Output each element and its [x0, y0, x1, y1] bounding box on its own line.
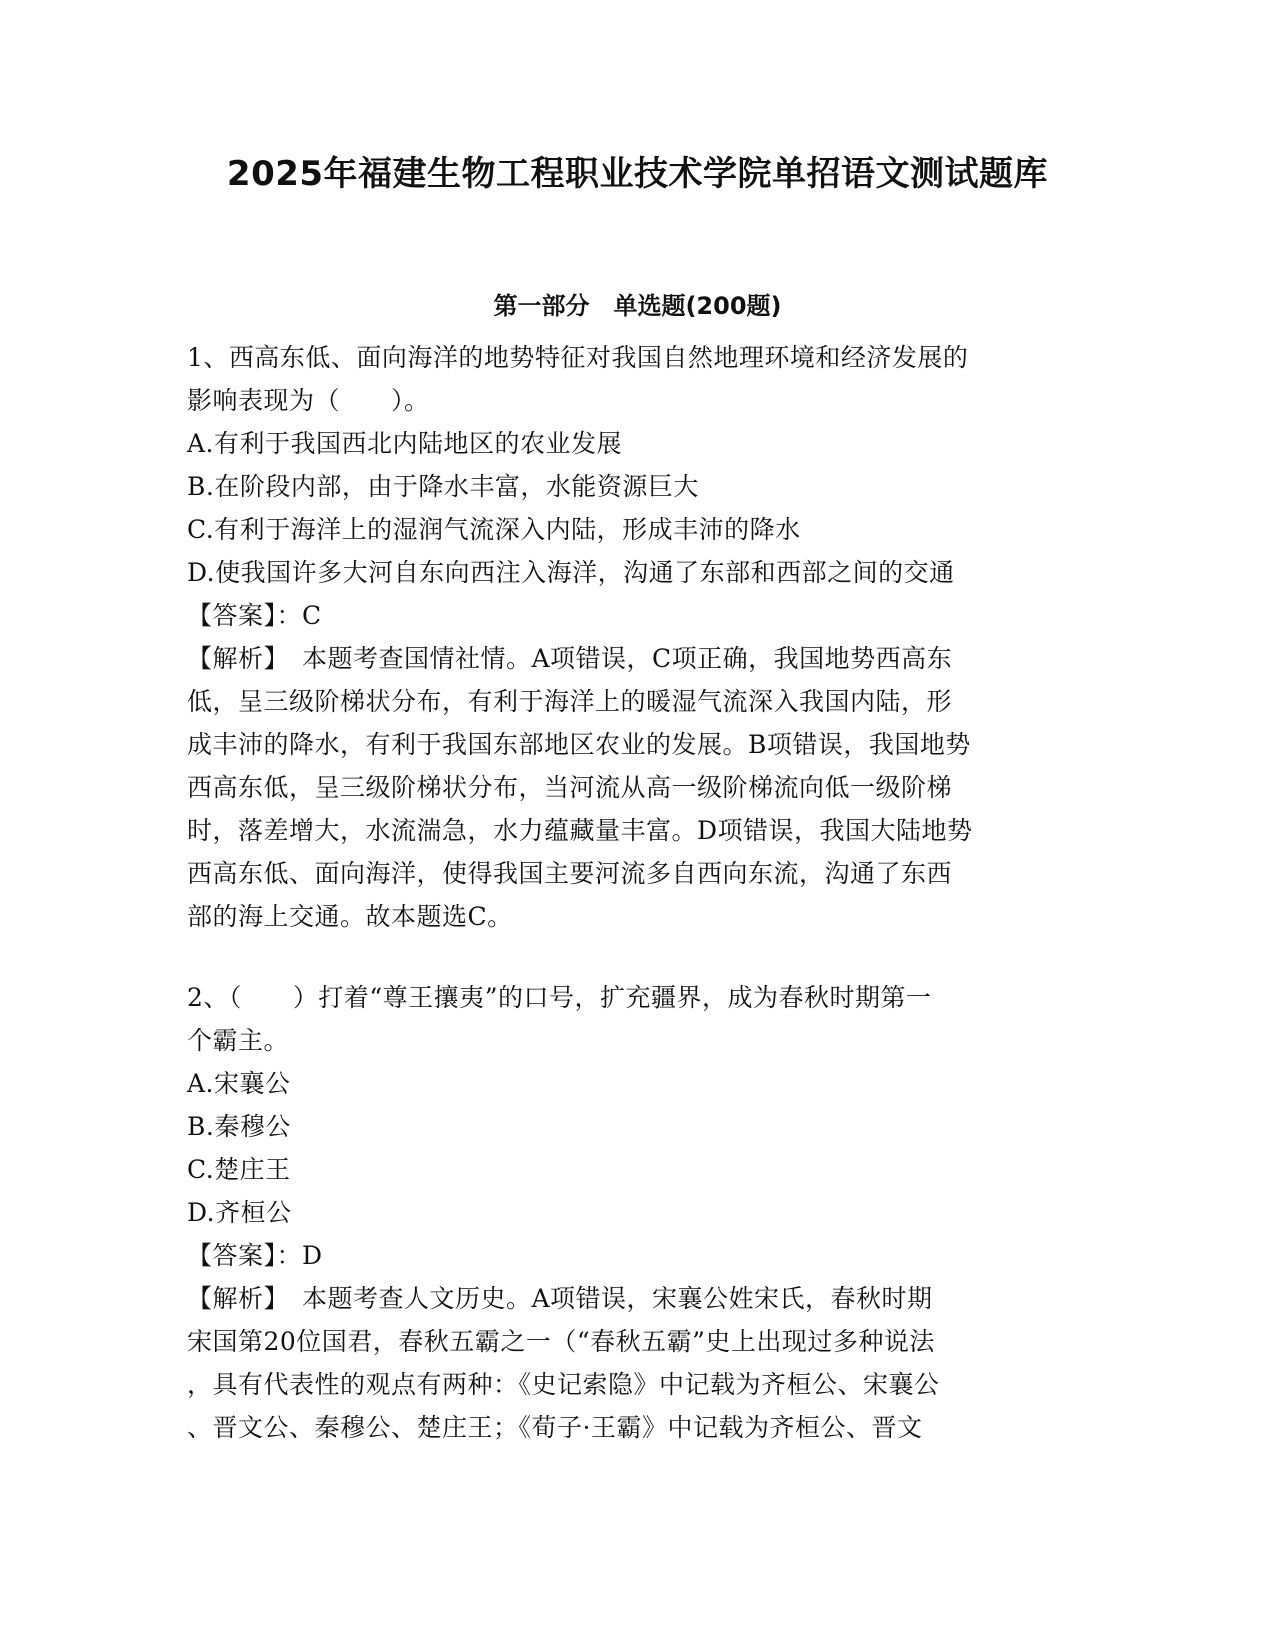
section-heading: 第一部分 单选题(200题)	[493, 292, 782, 320]
document-title: 2025年福建生物工程职业技术学院单招语文测试题库	[226, 154, 1049, 194]
option-b: B.秦穆公	[187, 1112, 291, 1141]
question-stem-line: 影响表现为（ ）。	[187, 386, 430, 415]
option-d: D.使我国许多大河自东向西注入海洋，沟通了东部和西部之间的交通	[187, 558, 955, 587]
analysis-line: 【解析】 本题考查人文历史。A项错误，宋襄公姓宋氏，春秋时期	[187, 1284, 933, 1313]
analysis-line: 、晋文公、秦穆公、楚庄王；《荀子·王霸》中记载为齐桓公、晋文	[187, 1413, 923, 1442]
option-a: A.有利于我国西北内陆地区的农业发展	[187, 429, 623, 458]
analysis-line: 低，呈三级阶梯状分布，有利于海洋上的暖湿气流深入我国内陆，形	[187, 687, 953, 716]
analysis-line: 宋国第20位国君，春秋五霸之一（“春秋五霸”史上出现过多种说法	[187, 1327, 935, 1356]
analysis-line: 西高东低、面向海洋，使得我国主要河流多自西向东流，沟通了东西	[187, 859, 953, 888]
question-block	[187, 976, 1087, 1449]
analysis-line: ，具有代表性的观点有两种：《史记索隐》中记载为齐桓公、宋襄公	[187, 1370, 940, 1399]
answer-line: 【答案】：C	[187, 601, 322, 630]
analysis-line: 西高东低，呈三级阶梯状分布，当河流从高一级阶梯流向低一级阶梯	[187, 773, 953, 802]
analysis-line: 成丰沛的降水，有利于我国东部地区农业的发展。B项错误，我国地势	[187, 730, 971, 759]
option-c: C.有利于海洋上的湿润气流深入内陆，形成丰沛的降水	[187, 515, 801, 544]
option-b: B.在阶段内部，由于降水丰富，水能资源巨大	[187, 472, 699, 501]
question-stem-line: 2、（ ）打着“尊王攘夷”的口号，扩充疆界，成为春秋时期第一	[187, 983, 932, 1012]
analysis-line: 【解析】 本题考查国情社情。A项错误，C项正确，我国地势西高东	[187, 644, 953, 673]
option-c: C.楚庄王	[187, 1155, 291, 1184]
answer-line: 【答案】：D	[187, 1241, 323, 1270]
option-d: D.齐桓公	[187, 1198, 292, 1227]
analysis-line: 部的海上交通。故本题选C。	[187, 902, 513, 931]
question-block	[187, 336, 1087, 938]
question-stem-line: 1、西高东低、面向海洋的地势特征对我国自然地理环境和经济发展的	[187, 343, 969, 372]
question-stem-line: 个霸主。	[187, 1026, 290, 1055]
analysis-line: 时，落差增大，水流湍急，水力蕴藏量丰富。D项错误，我国大陆地势	[187, 816, 973, 845]
option-a: A.宋襄公	[187, 1069, 291, 1098]
